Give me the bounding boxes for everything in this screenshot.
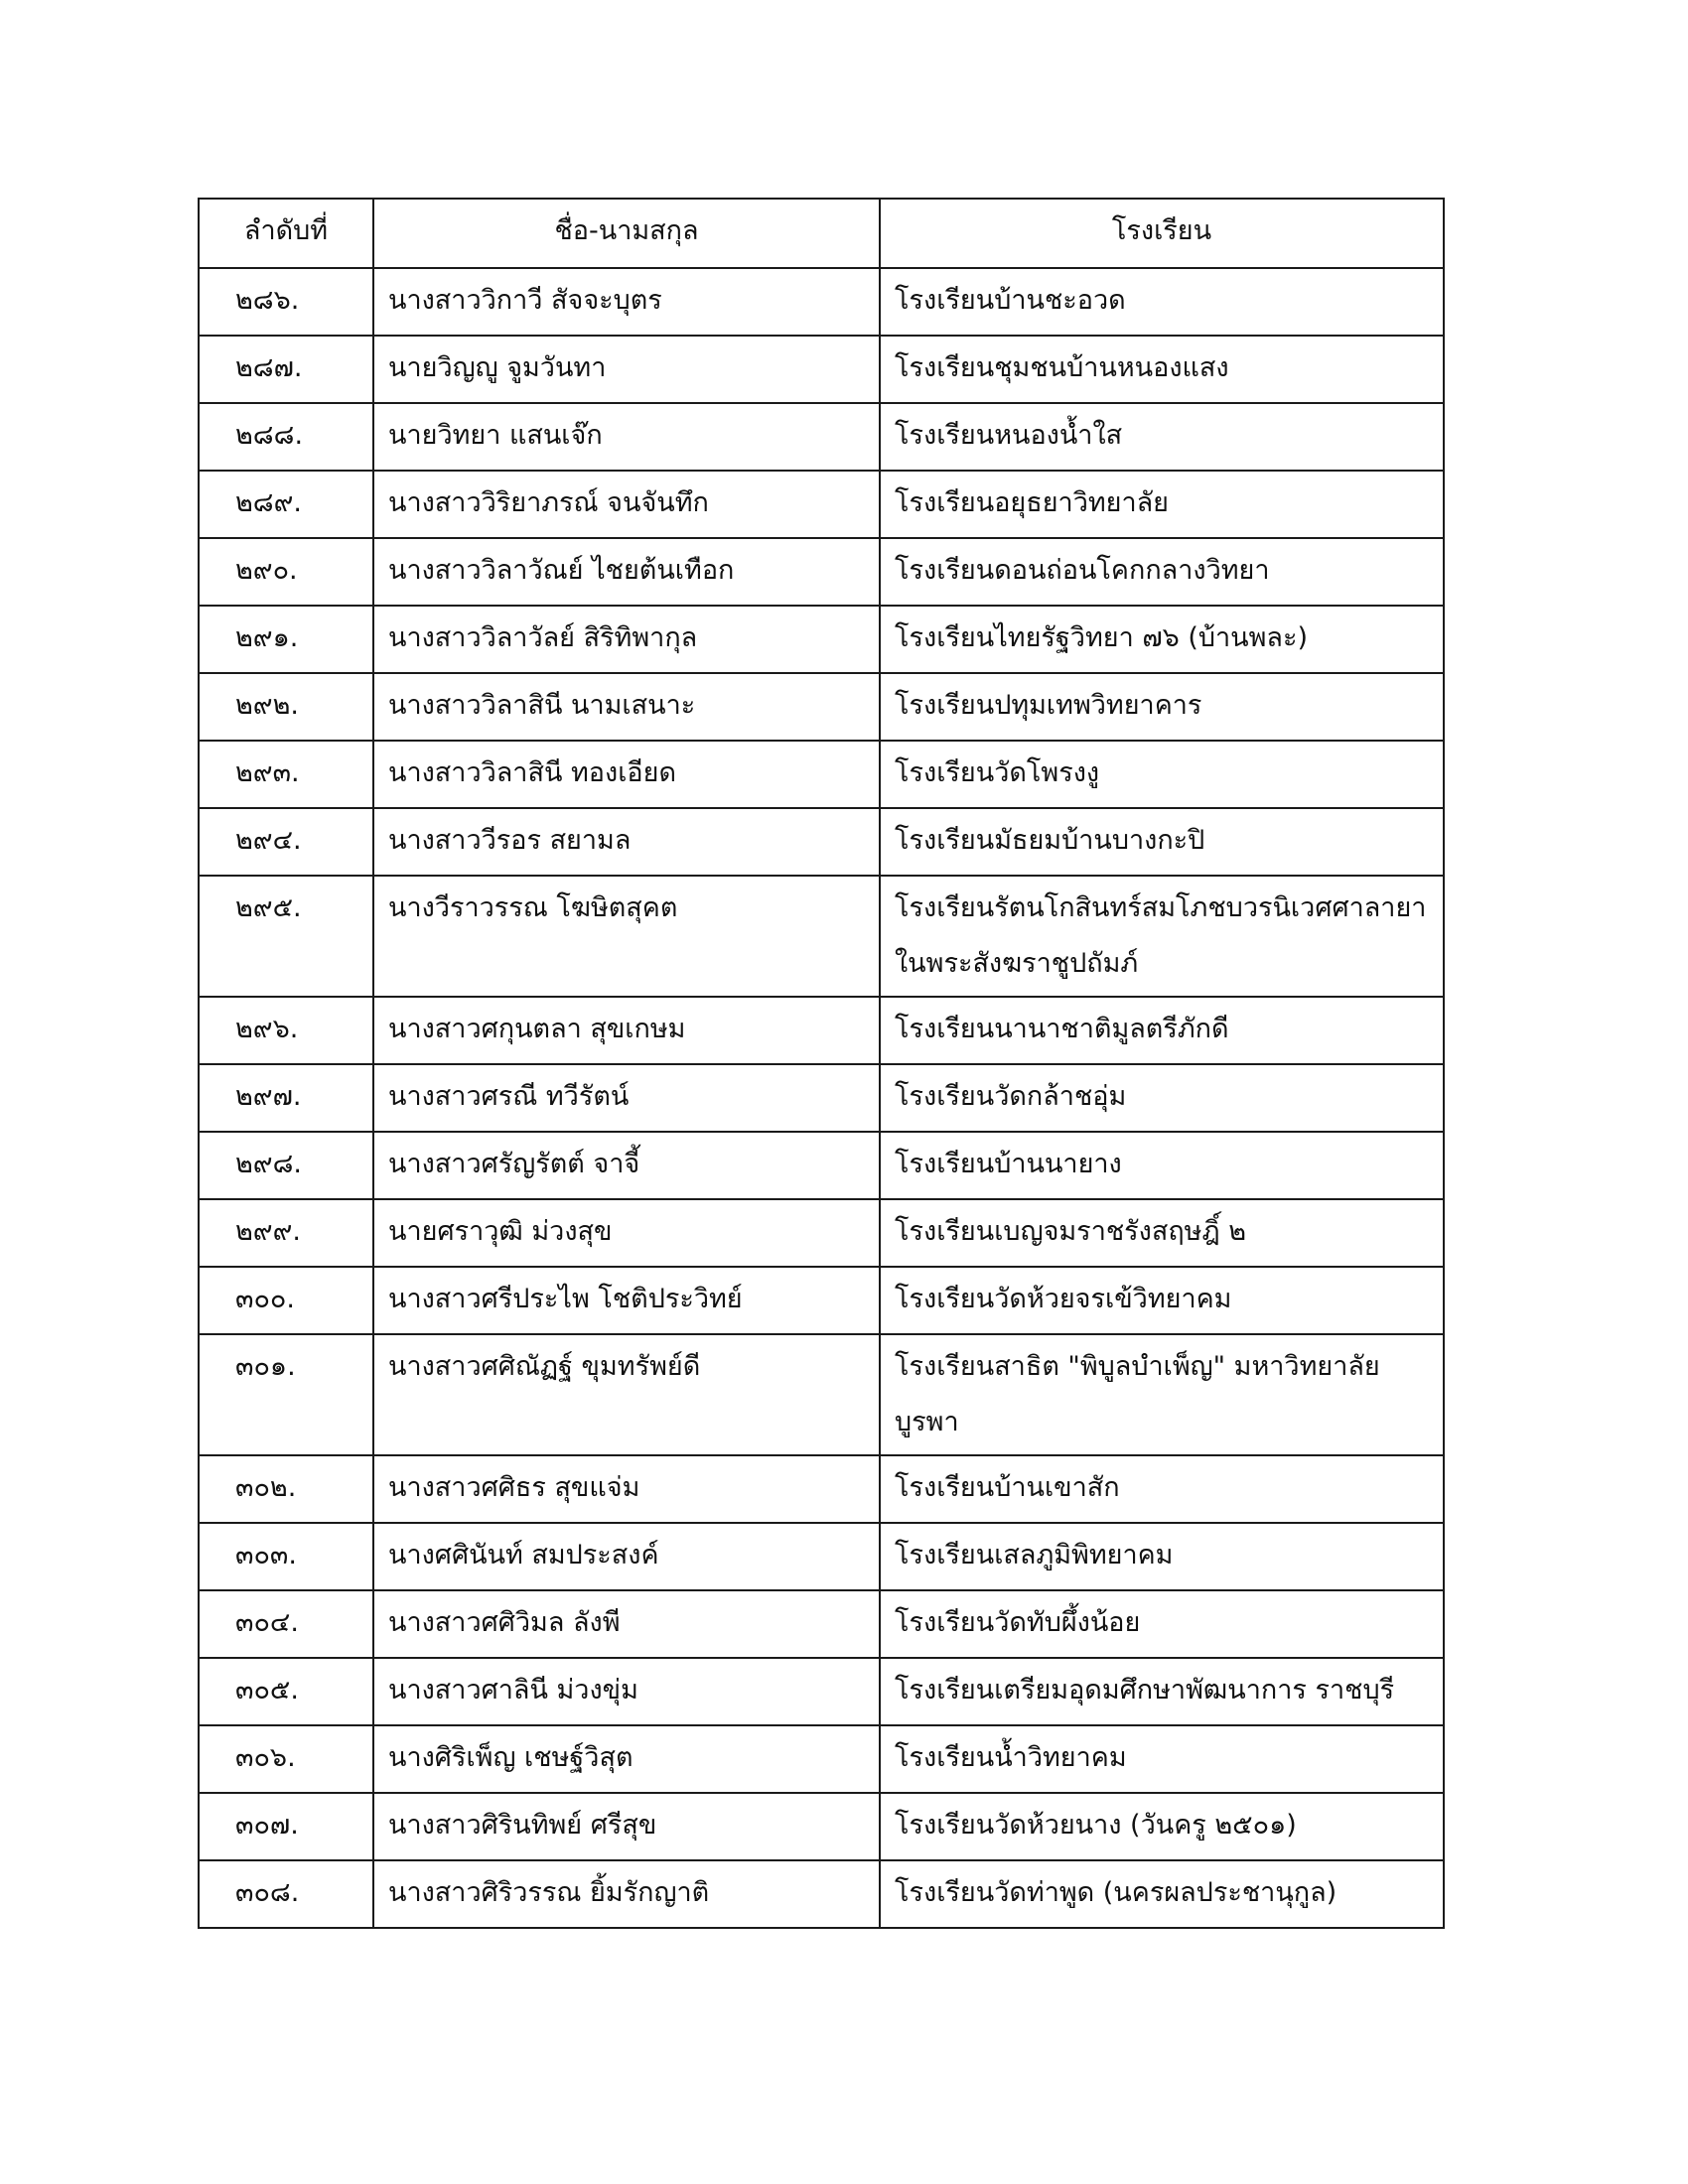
table-row — [199, 403, 1444, 471]
table-row — [199, 538, 1444, 606]
school-name: โรงเรียนหนองน้ำใส — [880, 403, 1444, 471]
table-row — [199, 1860, 1444, 1928]
person-name: นายวิญญู จูมวันทา — [373, 336, 880, 403]
person-name: นางสาวศิริวรรณ ยิ้มรักญาติ — [373, 1860, 880, 1928]
person-name: นางสาวศศิวิมล ลังพี — [373, 1590, 880, 1658]
person-name: นางสาวศรณี ทวีรัตน์ — [373, 1064, 880, 1132]
person-name: นางสาวศาลินี ม่วงขุ่ม — [373, 1658, 880, 1725]
school-name: โรงเรียนบ้านเขาสัก — [880, 1455, 1444, 1523]
school-name: โรงเรียนเบญจมราชรังสฤษฎิ์ ๒ — [880, 1199, 1444, 1267]
table-row — [199, 997, 1444, 1064]
school-name: โรงเรียนวัดโพรงงู — [880, 741, 1444, 808]
school-name: โรงเรียนมัธยมบ้านบางกะปิ — [880, 808, 1444, 876]
school-name: โรงเรียนชุมชนบ้านหนองแสง — [880, 336, 1444, 403]
table-row — [199, 1199, 1444, 1267]
person-name: นางสาวศกุนตลา สุขเกษม — [373, 997, 880, 1064]
table-row — [199, 606, 1444, 673]
person-name: นางสาวศศิธร สุขแจ่ม — [373, 1455, 880, 1523]
row-number: ๒๘๖. — [199, 268, 373, 336]
column-header-name: ชื่อ-นามสกุล — [373, 199, 880, 268]
table-row — [199, 1455, 1444, 1523]
person-name: นางสาววิริยาภรณ์ จนจันทึก — [373, 471, 880, 538]
person-name: นางสาววีรอร สยามล — [373, 808, 880, 876]
row-number: ๒๙๒. — [199, 673, 373, 741]
table-row — [199, 1523, 1444, 1590]
row-number: ๓๐๓. — [199, 1523, 373, 1590]
school-name: โรงเรียนน้ำวิทยาคม — [880, 1725, 1444, 1793]
row-number: ๒๙๙. — [199, 1199, 373, 1267]
row-number: ๓๐๒. — [199, 1455, 373, 1523]
person-name: นางสาวศศิณัฏฐ์ ขุมทรัพย์ดี — [373, 1334, 880, 1455]
row-number: ๓๐๖. — [199, 1725, 373, 1793]
person-name: นางสาววิลาวัณย์ ไชยต้นเทือก — [373, 538, 880, 606]
table-row — [199, 808, 1444, 876]
school-name: โรงเรียนปทุมเทพวิทยาคาร — [880, 673, 1444, 741]
school-name: โรงเรียนวัดกล้าชอุ่ม — [880, 1064, 1444, 1132]
school-name: โรงเรียนเตรียมอุดมศึกษาพัฒนาการ ราชบุรี — [880, 1658, 1444, 1725]
school-name: โรงเรียนบ้านชะอวด — [880, 268, 1444, 336]
school-name: โรงเรียนบ้านนายาง — [880, 1132, 1444, 1199]
table-row — [199, 1267, 1444, 1334]
table-row — [199, 1132, 1444, 1199]
row-number: ๓๐๔. — [199, 1590, 373, 1658]
table-row — [199, 1064, 1444, 1132]
person-name: นางศศินันท์ สมประสงค์ — [373, 1523, 880, 1590]
row-number: ๓๐๑. — [199, 1334, 373, 1455]
person-name: นางศิริเพ็ญ เชษฐ์วิสุต — [373, 1725, 880, 1793]
table-row — [199, 673, 1444, 741]
person-name: นางสาวศิรินทิพย์ ศรีสุข — [373, 1793, 880, 1860]
table-row — [199, 1658, 1444, 1725]
column-header-school: โรงเรียน — [880, 199, 1444, 268]
table-row — [199, 876, 1444, 997]
person-name: นายวิทยา แสนเจ๊ก — [373, 403, 880, 471]
table-row — [199, 1725, 1444, 1793]
school-name: โรงเรียนวัดท่าพูด (นครผลประชานุกูล) — [880, 1860, 1444, 1928]
person-name: นายศราวุฒิ ม่วงสุข — [373, 1199, 880, 1267]
table-row — [199, 336, 1444, 403]
row-number: ๒๘๙. — [199, 471, 373, 538]
row-number: ๒๙๘. — [199, 1132, 373, 1199]
school-name: โรงเรียนนานาชาติมูลตรีภักดี — [880, 997, 1444, 1064]
row-number: ๒๙๑. — [199, 606, 373, 673]
table-row — [199, 1590, 1444, 1658]
roster-table — [198, 198, 1445, 1929]
school-name: โรงเรียนสาธิต "พิบูลบำเพ็ญ" มหาวิทยาลัยบูรพา — [880, 1334, 1444, 1455]
row-number: ๒๘๗. — [199, 336, 373, 403]
table-header-row — [199, 199, 1444, 268]
school-name: โรงเรียนวัดห้วยนาง (วันครู ๒๕๐๑) — [880, 1793, 1444, 1860]
school-name: โรงเรียนวัดห้วยจรเข้วิทยาคม — [880, 1267, 1444, 1334]
table-row — [199, 471, 1444, 538]
row-number: ๓๐๐. — [199, 1267, 373, 1334]
school-name: โรงเรียนดอนถ่อนโคกกลางวิทยา — [880, 538, 1444, 606]
person-name: นางสาววิลาสินี นามเสนาะ — [373, 673, 880, 741]
person-name: นางสาววิลาวัลย์ สิริทิพากุล — [373, 606, 880, 673]
row-number: ๒๙๕. — [199, 876, 373, 997]
school-name: โรงเรียนวัดทับผึ้งน้อย — [880, 1590, 1444, 1658]
row-number: ๒๙๓. — [199, 741, 373, 808]
row-number: ๒๘๘. — [199, 403, 373, 471]
person-name: นางสาววิกาวี สัจจะบุตร — [373, 268, 880, 336]
row-number: ๓๐๘. — [199, 1860, 373, 1928]
person-name: นางสาววิลาสินี ทองเอียด — [373, 741, 880, 808]
row-number: ๒๙๗. — [199, 1064, 373, 1132]
school-name: โรงเรียนรัตนโกสินทร์สมโภชบวรนิเวศศาลายา ในพระสังฆราชูปถัมภ์ — [880, 876, 1444, 997]
row-number: ๓๐๕. — [199, 1658, 373, 1725]
school-name: โรงเรียนไทยรัฐวิทยา ๗๖ (บ้านพละ) — [880, 606, 1444, 673]
row-number: ๒๙๐. — [199, 538, 373, 606]
column-header-number: ลำดับที่ — [199, 199, 373, 268]
person-name: นางสาวศรีประไพ โชติประวิทย์ — [373, 1267, 880, 1334]
person-name: นางสาวศรัญรัตต์ จาจี้ — [373, 1132, 880, 1199]
school-name: โรงเรียนเสลภูมิพิทยาคม — [880, 1523, 1444, 1590]
row-number: ๓๐๗. — [199, 1793, 373, 1860]
table-row — [199, 1334, 1444, 1455]
row-number: ๒๙๖. — [199, 997, 373, 1064]
table-row — [199, 1793, 1444, 1860]
person-name: นางวีราวรรณ โฆษิตสุคต — [373, 876, 880, 997]
table-row — [199, 741, 1444, 808]
school-name: โรงเรียนอยุธยาวิทยาลัย — [880, 471, 1444, 538]
table-row — [199, 268, 1444, 336]
row-number: ๒๙๔. — [199, 808, 373, 876]
